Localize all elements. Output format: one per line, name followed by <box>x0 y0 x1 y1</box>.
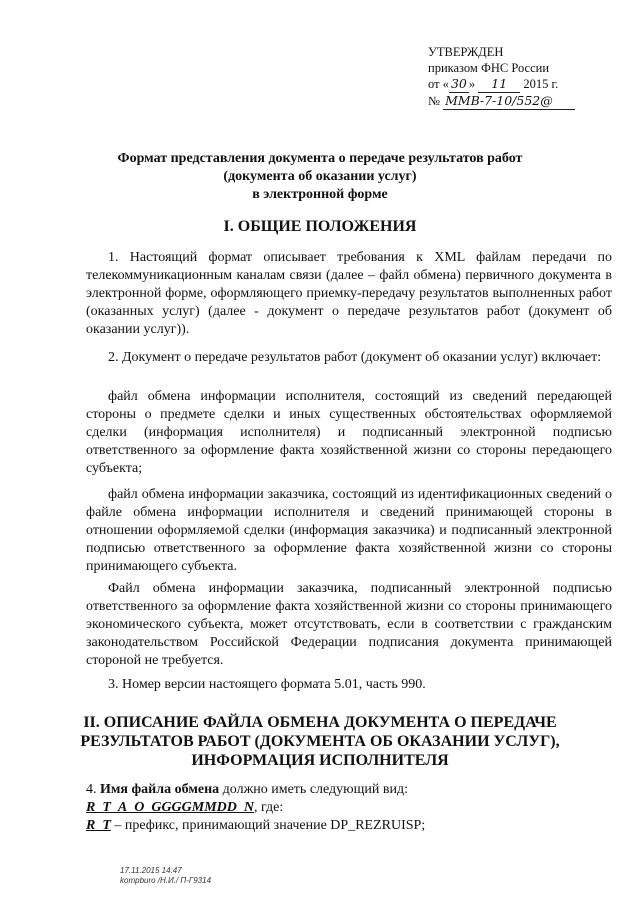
approval-stamp <box>428 44 628 110</box>
section-1-heading: I. ОБЩИЕ ПОЛОЖЕНИЯ <box>223 218 417 235</box>
approval-number: № ММВ-7-10/552@ <box>428 93 628 110</box>
approval-day: 30 <box>450 76 467 91</box>
section-2-heading: II. ОПИСАНИЕ ФАЙЛА ОБМЕНА ДОКУМЕНТА О ПЕРЕДАЧЕ РЕЗУЛЬТАТОВ РАБОТ (ДОКУМЕНТА ОБ ОКАЗАНИИ УСЛУГ), ИНФОРМАЦИЯ ИСПОЛНИТЕЛЯ <box>80 714 560 769</box>
footer-stamp: 17.11.2015 14:47 kompburo /Н.И./ П-Г9314 <box>120 866 212 885</box>
paragraph-2: 2. Документ о передаче результатов работ (документ об оказании услуг) включает: <box>108 350 602 365</box>
file-name-label: Имя файла обмена <box>100 782 220 797</box>
prefix-code: R_T <box>86 818 111 833</box>
file-name-pattern: R_T_A_O_GGGGMMDD_N <box>86 800 255 815</box>
paragraph-7: 4. Имя файла обмена должно иметь следующий вид: R_T_A_O_GGGGMMDD_N, где: R_T – префикс, принимающий значение DP_REZRUISP; <box>86 782 426 833</box>
approval-title: УТВЕРЖДЕН <box>428 45 504 59</box>
paragraph-4: файл обмена информации заказчика, состоящий из идентификационных сведений о файле обмена информации исполнителя и сведений принимающей стороны в отношении оформляемой сделки (информация заказчика) и подписанный электронной подписью ответственного за оформление факта хозяйственной жизни со стороны принимающего субъекта. <box>86 487 612 574</box>
approval-number-value: ММВ-7-10/552@ <box>443 93 575 110</box>
approval-order: приказом ФНС России <box>428 61 550 75</box>
approval-date: от « 30 » 11 2015 г. <box>428 76 559 91</box>
document-title: Формат представления документа о передаче результатов работ (документа об оказании услуг) в электронной форме <box>117 151 523 202</box>
approval-year: 2015 г. <box>523 77 559 91</box>
paragraph-6: 3. Номер версии настоящего формата 5.01, часть 990. <box>108 677 426 692</box>
paragraph-3: файл обмена информации исполнителя, состоящий из сведений передающей стороны о предмете сделки и иных существенных обстоятельствах оформляемой сделки (информация исполнителя) и подписанный электронной подписью ответственного за оформление факта хозяйственной жизни со стороны передающего субъекта; <box>86 389 612 476</box>
paragraph-1: 1. Настоящий формат описывает требования к XML файлам передачи по телекоммуникационным каналам связи (далее – файл обмена) первичного документа в электронной форме, оформляющего приемку-передачу результатов выполненных работ (оказанных услуг) (далее - документ о передаче результатов работ (документ об оказании услуг)). <box>86 250 612 337</box>
approval-month: 11 <box>478 76 520 93</box>
paragraph-5: Файл обмена информации заказчика, подписанный электронной подписью ответственного за оформление факта хозяйственной жизни со стороны принимающего экономического субъекта, может отсутствовать, если в соответствии с гражданским законодательством Российской Федерации подписания документа принимающей стороной не требуется. <box>86 581 612 668</box>
